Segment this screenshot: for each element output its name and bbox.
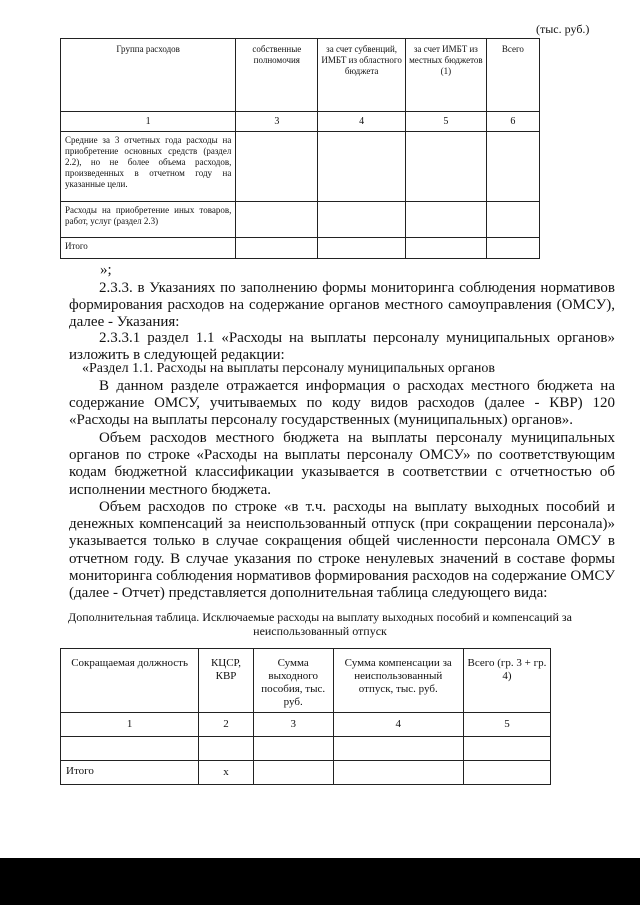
empty-cell [318,202,406,238]
empty-cell [236,132,318,202]
header-cell: Сумма компенсации за неиспользованный отпуск, тыс. руб. [333,649,463,713]
empty-cell [253,761,333,785]
header-cell: Сокращаемая должность [61,649,199,713]
header-cell: Сумма выходного пособия, тыс. руб. [253,649,333,713]
empty-cell [318,238,406,259]
column-number: 5 [405,112,486,132]
x-mark: x [199,761,254,785]
paragraph: 2.3.3.1 раздел 1.1 «Расходы на выплаты персоналу муниципальных органов» изложить в следующей редакции: [69,330,615,364]
empty-cell [236,238,318,259]
paragraph: Объем расходов по строке «в т.ч. расходы на выплату выходных пособий и денежных компенсаций за неиспользованный отпуск (при сокращении персонала)» указывается только в случае сокращения общей численности персонала ОМСУ в отчетном году. В случае указания по строке ненулевых значений в составе формы мониторинга соблюдения нормативов формирования расходов на содержание ОМСУ (далее - Отчет) представляется дополнительная таблица следующего вида: [69,499,615,602]
empty-cell [199,737,254,761]
column-number: 3 [236,112,318,132]
row-label: Средние за 3 отчетных года расходы на приобретение основных средств (раздел 2.2), но не более объема расходов, произведенных в отчетном году на указанные цели. [61,132,236,202]
row-label: Итого [61,238,236,259]
table-row [61,202,540,238]
scan-border [0,858,640,905]
header-cell: КЦСР, КВР [199,649,254,713]
paragraph: Объем расходов местного бюджета на выплаты персоналу муниципальных органов по строке «Расходы на выплаты персоналу ОМСУ» по соответствующим кодам бюджетной классификации указывается в соответствии с отчетностью об исполнении местного бюджета. [69,430,615,498]
header-cell: за счет субвенций, ИМБТ из областного бюджета [318,39,406,112]
empty-cell [61,737,199,761]
paragraph: 2.3.3. в Указаниях по заполнению формы мониторинга соблюдения нормативов формирования расходов на содержание органов местного самоуправления (ОМСУ), далее - Указания: [69,280,615,331]
column-numbers-row [61,713,551,737]
table-header-row [61,649,551,713]
empty-cell [405,238,486,259]
column-number: 6 [486,112,539,132]
empty-cell [486,132,539,202]
empty-cell [236,202,318,238]
column-number: 4 [318,112,406,132]
units-label: (тыс. руб.) [536,22,590,36]
section-title: «Раздел 1.1. Расходы на выплаты персоналу муниципальных органов [82,361,496,376]
column-number: 3 [253,713,333,737]
column-number: 2 [199,713,254,737]
column-number: 4 [333,713,463,737]
header-cell: собственные полномочия [236,39,318,112]
row-label: Итого [61,761,199,785]
table-header-row [61,39,540,112]
closing-quote: »; [100,262,112,278]
empty-cell [405,132,486,202]
empty-cell [463,737,550,761]
empty-cell [486,202,539,238]
empty-cell [333,737,463,761]
additional-table [60,648,551,785]
table-caption: Дополнительная таблица. Исключаемые расходы на выплату выходных пособий и компенсаций за неиспользованный отпуск [68,610,572,638]
paragraph: В данном разделе отражается информация о расходах местного бюджета на содержание ОМСУ, учитываемых по коду видов расходов (далее - КВР) 120 «Расходы на выплаты персоналу государственных (муниципальных) органов». [69,378,615,429]
row-label: Расходы на приобретение иных товаров, работ, услуг (раздел 2.3) [61,202,236,238]
table-row [61,737,551,761]
table-total-row [61,761,551,785]
header-cell: за счет ИМБТ из местных бюджетов (1) [405,39,486,112]
table-row [61,132,540,202]
empty-cell [333,761,463,785]
column-numbers-row [61,112,540,132]
header-cell: Всего [486,39,539,112]
empty-cell [318,132,406,202]
expenses-table [60,38,540,259]
table-total-row [61,238,540,259]
empty-cell [253,737,333,761]
empty-cell [463,761,550,785]
empty-cell [405,202,486,238]
empty-cell [486,238,539,259]
column-number: 1 [61,713,199,737]
header-cell: Группа расходов [61,39,236,112]
column-number: 1 [61,112,236,132]
header-cell: Всего (гр. 3 + гр. 4) [463,649,550,713]
column-number: 5 [463,713,550,737]
